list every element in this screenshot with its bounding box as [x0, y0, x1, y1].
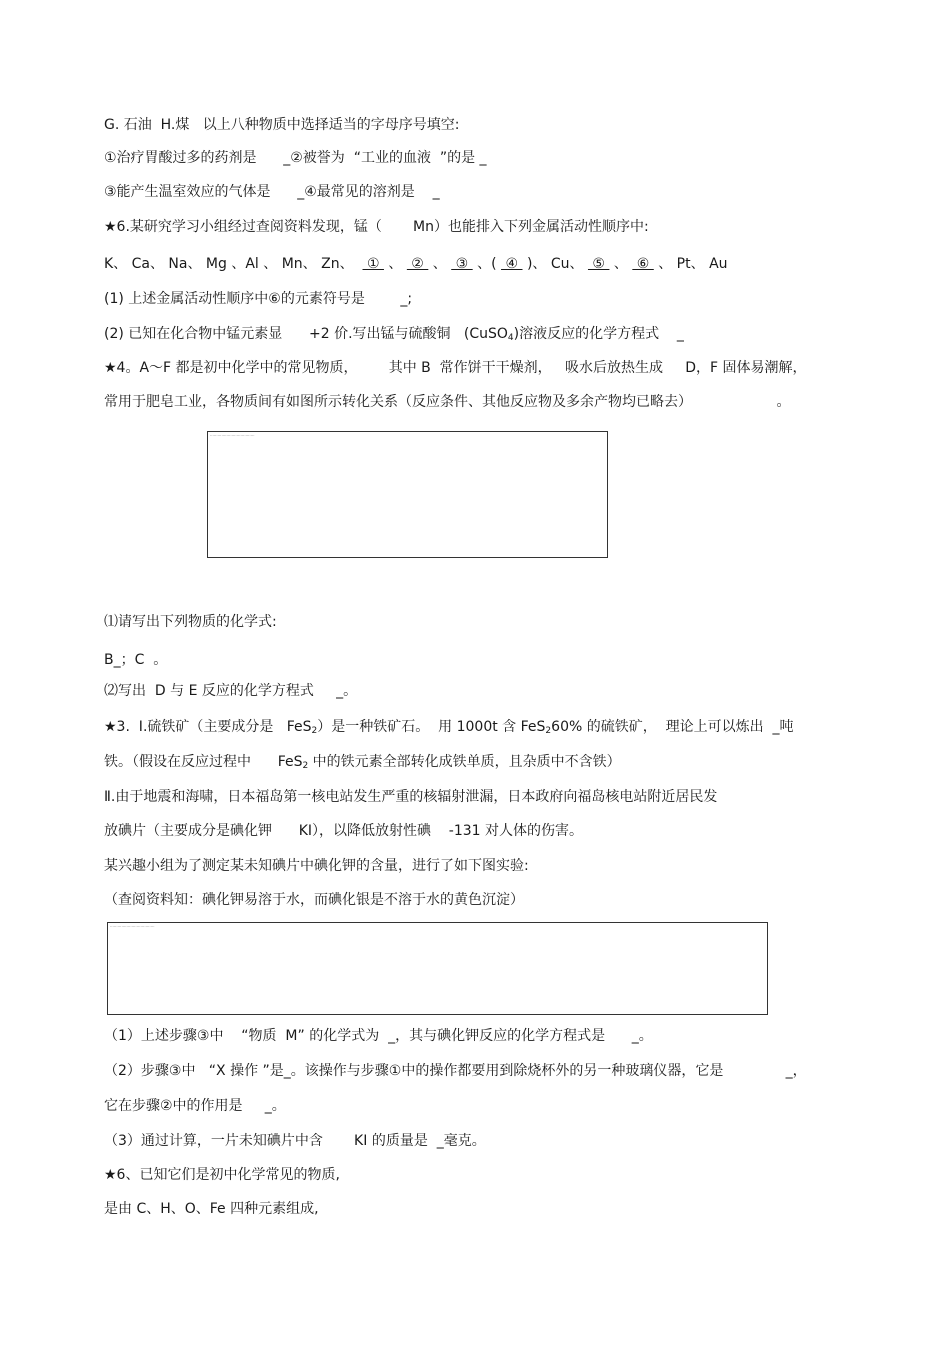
blank-5: ⑤	[587, 256, 610, 272]
seq-text: 、 Pt、 Au	[653, 256, 728, 272]
seq-sep: 、(	[472, 256, 502, 272]
text-line: ⑵写出 D 与 E 反应的化学方程式 _。	[104, 683, 358, 699]
text-part: ）是一种铁矿石。 用 1000t 含 FeS	[317, 719, 546, 735]
seq-text: K、 Ca、 Na、 Mg 、Al 、 Mn、 Zn、	[104, 256, 363, 272]
text-part: 中的铁元素全部转化成铁单质，且杂质中不含铁）	[308, 754, 621, 770]
text-line: B_；C 。	[104, 652, 168, 668]
seq-sep: 、	[383, 256, 407, 272]
blank-2: ②	[406, 256, 429, 272]
text-line: ⑴请写出下列物质的化学式:	[104, 614, 277, 630]
text-line: G. 石油 H.煤 以上八种物质中选择适当的字母序号填空:	[104, 117, 460, 133]
text-part: )溶液反应的化学方程式 _	[513, 326, 684, 342]
seq-sep: )、 Cu、	[522, 256, 588, 272]
text-line: 是由 C、H、O、Fe 四种元素组成,	[104, 1201, 319, 1217]
text-line: ★6、已知它们是初中化学常见的物质,	[104, 1167, 340, 1183]
text-line	[104, 752, 621, 776]
metal-activity-sequence	[104, 254, 728, 274]
text-line: (1) 上述金属活动性顺序中⑥的元素符号是 _;	[104, 291, 413, 307]
figure-caption: ...................................	[110, 923, 155, 928]
blank-4: ④	[501, 256, 523, 272]
text-part: ★3. Ⅰ.硫铁矿（主要成分是 FeS	[104, 719, 312, 735]
figure-transformation-diagram	[207, 431, 608, 558]
text-line	[104, 717, 794, 741]
text-line: 放碘片（主要成分是碘化钾 KI），以降低放射性碘 -131 对人体的伤害。	[104, 823, 584, 839]
text-part: (2) 已知在化合物中锰元素显 +2 价.写出锰与硫酸铜 (CuSO	[104, 326, 508, 342]
figure-experiment-diagram	[107, 922, 768, 1015]
text-line: 常用于肥皂工业，各物质间有如图所示转化关系（反应条件、其他反应物及多余产物均已略去） 。	[104, 394, 791, 410]
text-line: （2）步骤③中 “X 操作 ”是_。该操作与步骤①中的操作都要用到除烧杯外的另一种玻璃仪器，它是 _，	[104, 1063, 807, 1079]
text-line: （3）通过计算，一片未知碘片中含 KI 的质量是 _毫克。	[104, 1133, 486, 1149]
text-line: ①治疗胃酸过多的药剂是 _②被誉为 “工业的血液 ”的是 _	[104, 150, 487, 166]
blank-3: ③	[451, 256, 473, 272]
text-part: 铁。（假设在反应过程中 FeS	[104, 754, 303, 770]
seq-sep: 、	[428, 256, 452, 272]
blank-6: ⑥	[632, 256, 654, 272]
blank-1: ①	[362, 256, 384, 272]
subscript: 2	[545, 726, 552, 736]
seq-sep: 、	[609, 256, 633, 272]
text-line: （查阅资料知：碘化钾易溶于水，而碘化银是不溶于水的黄色沉淀）	[104, 892, 524, 908]
text-line: ③能产生温室效应的气体是 _④最常见的溶剂是 _	[104, 184, 440, 200]
text-line: （1）上述步骤③中 “物质 M” 的化学式为 _，其与碘化钾反应的化学方程式是 _。	[104, 1028, 653, 1044]
text-line: ★4。A～F 都是初中化学中的常见物质， 其中 B 常作饼干干燥剂， 吸水后放热生成 D，F 固体易潮解，	[104, 360, 807, 376]
figure-caption: ...................................	[210, 432, 255, 437]
text-line: 某兴趣小组为了测定某未知碘片中碘化钾的含量，进行了如下图实验:	[104, 858, 529, 874]
subscript: 4	[507, 333, 514, 343]
text-part: 60% 的硫铁矿， 理论上可以炼出 _吨	[551, 719, 794, 735]
subscript: 2	[311, 726, 318, 736]
text-line: Ⅱ.由于地震和海啸，日本福岛第一核电站发生严重的核辐射泄漏，日本政府向福岛核电站附近居民发	[104, 789, 718, 805]
text-line: 它在步骤②中的作用是 _。	[104, 1098, 286, 1114]
text-line: ★6.某研究学习小组经过查阅资料发现，锰（ Mn）也能排入下列金属活动性顺序中:	[104, 219, 649, 235]
text-line	[104, 324, 684, 348]
subscript: 2	[302, 761, 309, 771]
